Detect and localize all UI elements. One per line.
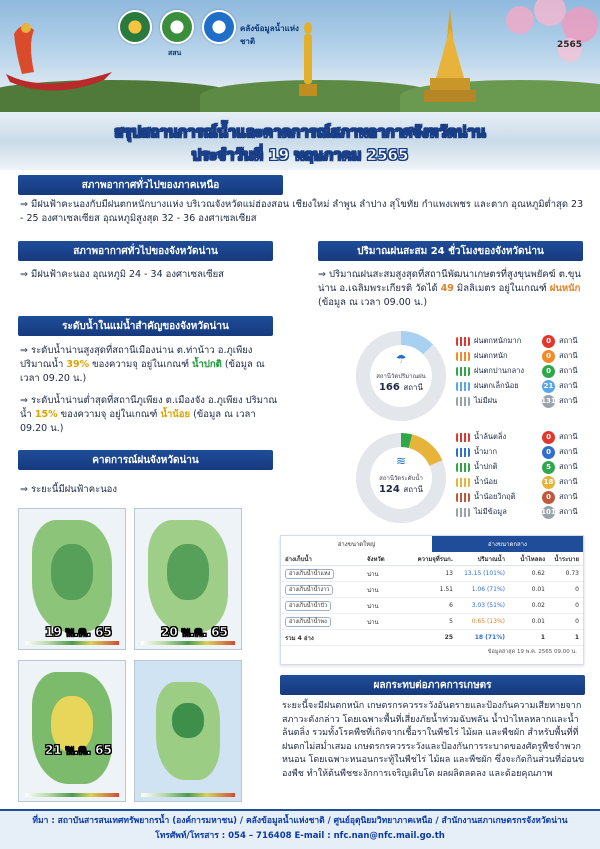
rain-forecast-heading: คาดการณ์ฝนจังหวัดน่าน <box>18 450 273 470</box>
legend-label: น้ำน้อยวิกฤติ <box>474 492 516 501</box>
river-item-2 <box>20 394 278 436</box>
dam-name-link[interactable]: อ่างเก็บน้ำน้ำพง <box>285 617 331 627</box>
province-cell: น่าน <box>367 586 379 594</box>
legend-unit: สถานี <box>559 507 578 516</box>
water-donut-unit: สถานี <box>403 485 424 494</box>
river-item-1-mid: ของความจุ อยู่ในเกณฑ์ <box>89 359 193 370</box>
rain-24h-text-pre: ⇒ ปริมาณฝนสะสมสูงสุดที่สถานีพัฒนาเกษตรที่สูงขุนพยัคฆ์ ต.ขุนน่าน อ.เฉลิมพระเกียรติ วัดได้ <box>318 269 581 294</box>
capacity-cell: 1.51 <box>439 586 453 593</box>
legend-item <box>456 460 596 474</box>
nan-weather-text: ⇒ มีฝนฟ้าคะนอง อุณหภูมิ 24 - 34 องศาเซลเซียส <box>20 269 224 280</box>
legend-unit: สถานี <box>559 447 578 456</box>
legend-swatch-icon <box>456 478 470 487</box>
table-row <box>281 582 583 598</box>
legend-item <box>456 430 596 444</box>
legend-item <box>456 379 596 393</box>
dam-name-cell <box>285 586 367 594</box>
river-item-1-post: (ข้อมูล ณ เวลา 09.20 น.) <box>20 359 265 384</box>
legend-label: น้ำมาก <box>474 447 498 456</box>
legend-count: 0 <box>542 335 555 348</box>
legend-label: น้ำปกติ <box>474 462 498 471</box>
rain-24h-level: ฝนหนัก <box>549 283 581 294</box>
legend-swatch-icon <box>456 382 470 391</box>
dam-table <box>280 535 584 665</box>
forecast-map-label: 19 พ.ค. 65 <box>45 625 112 639</box>
inflow-cell: 0.01 <box>531 586 545 593</box>
rain-donut-total <box>355 381 447 394</box>
map-scale <box>141 641 235 645</box>
page-date: ประจำวันที่ 19 พฤษภาคม 2565 <box>191 146 409 164</box>
legend-label: ไม่มีฝน <box>474 396 498 405</box>
col-capacity: ความจุที่รนก. <box>417 555 453 563</box>
brand-text: คลังข้อมูลน้ำแห่งชาติ <box>240 24 299 46</box>
rain-donut-value: 166 <box>378 382 400 393</box>
legend-label: น้ำล้นตลิ่ง <box>474 432 507 441</box>
rain-forecast-text: ⇒ ระยะนี้มีฝนฟ้าคะนอง <box>20 484 118 495</box>
legend-swatch-icon <box>456 433 470 442</box>
legend-swatch-icon <box>456 352 470 361</box>
forecast-map-label: 21 พ.ค. 65 <box>45 743 112 757</box>
tab-large-dams[interactable]: อ่างขนาดใหญ่ <box>281 536 432 552</box>
rain-24h-text-post: (ข้อมูล ณ เวลา 09.00 น.) <box>318 297 428 308</box>
rain-24h-heading: ปริมาณฝนสะสม 24 ชั่วโมงของจังหวัดน่าน <box>318 241 583 261</box>
legend-count: 21 <box>542 380 555 393</box>
river-item-2-text: ⇒ ระดับน้ำน่านต่ำสุดที่สถานีภูเพียง ต.เมืองจัง อ.ภูเพียง ปริมาณน้ำ <box>20 395 278 420</box>
river-item-1-text: ⇒ ระดับน้ำน่านสูงสุดที่สถานีเมืองน่าน ต.ท่าน้าว อ.ภูเพียง ปริมาณน้ำ <box>20 345 253 370</box>
legend-item <box>456 490 596 504</box>
river-item-2-pct: 15% <box>34 409 58 420</box>
rain-24h-value: 49 <box>440 283 454 294</box>
north-weather-heading: สภาพอากาศทั่วไปของภาคเหนือ <box>18 175 283 195</box>
rain-24h-text <box>318 268 586 310</box>
capacity-cell: 5 <box>449 618 453 625</box>
footer-contact: โทรศัพท์/โทรสาร : 054 – 716408 E-mail : nfc.nan@nfc.mail.go.th <box>155 831 445 841</box>
legend-label: ไม่มีข้อมูล <box>474 507 507 516</box>
outflow-cell: 0 <box>575 618 579 625</box>
forecast-map <box>18 508 126 650</box>
outflow-cell: 0.73 <box>565 570 579 577</box>
legend-unit: สถานี <box>559 381 578 390</box>
legend-item <box>456 334 596 348</box>
volume-cell: 13.15 (101%) <box>464 570 505 577</box>
rain-donut-slice <box>401 338 428 349</box>
legend-swatch-icon <box>456 508 470 517</box>
map-scale <box>25 641 119 645</box>
north-weather-text: ⇒ มีฝนฟ้าคะนองกับมีฝนตกหนักบางแห่ง บริเวณจังหวัดแม่ฮ่องสอน เชียงใหม่ ลำพูน ลำปาง สุโขทัย กำแพงเพชร และตาก อุณหภูมิต่ำสุด 23 - 25 องศาเซลเซียส อุณหภูมิสูงสุด 32 - 36 องศาเซลเซียส <box>20 199 584 224</box>
table-total-row <box>281 630 583 646</box>
logo-icon <box>118 10 152 44</box>
total-capacity: 25 <box>444 634 453 641</box>
legend-unit: สถานี <box>559 492 578 501</box>
dam-name-link[interactable]: อ่างเก็บน้ำน้ำแหง <box>285 569 334 579</box>
volume-cell: 1.06 (71%) <box>471 586 505 593</box>
river-item-2-level: น้ำน้อย <box>160 409 191 420</box>
inflow-cell: 0.62 <box>531 570 545 577</box>
blossom-icon <box>500 0 600 70</box>
nan-weather-heading: สภาพอากาศทั่วไปของจังหวัดน่าน <box>18 241 273 261</box>
river-item-2-mid: ของความจุ อยู่ในเกณฑ์ <box>57 409 161 420</box>
legend-count: 0 <box>542 431 555 444</box>
legend-item <box>456 394 596 408</box>
dam-name-cell <box>285 602 367 610</box>
logo-caption: สสน <box>168 49 182 57</box>
legend-unit: สถานี <box>559 366 578 375</box>
legend-count: 0 <box>542 365 555 378</box>
dam-name-link[interactable]: อ่างเก็บน้ำน้ำงาว <box>285 585 333 595</box>
river-item-1-pct: 39% <box>66 359 90 370</box>
legend-count: 131 <box>542 395 555 408</box>
agri-heading: ผลกระทบต่อภาคการเกษตร <box>280 675 585 695</box>
capacity-cell: 6 <box>449 602 453 609</box>
total-outflow: 1 <box>574 634 579 641</box>
province-cell: น่าน <box>367 618 379 626</box>
volume-cell: 0.65 (13%) <box>471 618 505 625</box>
water-donut-total <box>355 483 447 496</box>
legend-item <box>456 349 596 363</box>
tab-medium-dams[interactable]: อ่างขนาดกลาง <box>432 536 583 552</box>
legend-label: ฝนตกหนัก <box>474 351 508 360</box>
table-row <box>281 614 583 630</box>
water-donut-slice <box>401 440 411 441</box>
total-volume: 18 (71%) <box>474 634 505 641</box>
legend-unit: สถานี <box>559 351 578 360</box>
legend-count: 5 <box>542 461 555 474</box>
province-cell: น่าน <box>367 570 379 578</box>
legend-swatch-icon <box>456 448 470 457</box>
legend-count: 0 <box>542 491 555 504</box>
water-donut-value: 124 <box>378 484 400 495</box>
water-donut-label: สถานีวัดระดับน้ำ <box>379 475 423 482</box>
dam-name-cell <box>285 618 367 626</box>
col-province: จังหวัด <box>367 555 385 563</box>
table-row <box>281 566 583 582</box>
boat-icon <box>4 14 114 94</box>
inflow-cell: 0.02 <box>531 602 545 609</box>
river-item-2-post: (ข้อมูล ณ เวลา 09.20 น.) <box>20 409 256 434</box>
rain-cloud-icon: ☂ <box>395 352 407 366</box>
legend-swatch-icon <box>456 493 470 502</box>
table-updated: ข้อมูลล่าสุด 19 พ.ค. 2565 09.00 น. <box>487 649 577 655</box>
outflow-cell: 0 <box>575 586 579 593</box>
legend-unit: สถานี <box>559 432 578 441</box>
col-outflow: น้ำระบาย <box>554 555 579 563</box>
total-label: รวม 4 อ่าง <box>285 634 314 642</box>
river-heading: ระดับน้ำในแม่น้ำสำคัญของจังหวัดน่าน <box>18 316 273 336</box>
province-cell: น่าน <box>367 602 379 610</box>
legend-swatch-icon <box>456 397 470 406</box>
logo-icon <box>202 10 236 44</box>
page-title: สรุปสถานการณ์น้ำและคาดการณ์สภาพอากาศจังหวัดน่าน <box>114 123 486 141</box>
legend-swatch-icon <box>456 337 470 346</box>
legend-unit: สถานี <box>559 462 578 471</box>
forecast-map <box>18 660 126 802</box>
outflow-cell: 0 <box>575 602 579 609</box>
legend-swatch-icon <box>456 367 470 376</box>
agri-text: ระยะนี้จะมีฝนตกหนัก เกษตรกรควรระวังอันตรายและป้องกันความเสียหายจากสภาวะดังกล่าว โดยเฉพาะพื้นที่เสี่ยงภัยน้ำท่วมฉับพลัน น้ำป่าไหลหลากและน้ำล้นตลิ่ง รวมทั้งโรคพืชที่เกิดจากเชื้อราในพืชไร่ ไม้ผล และพืชผัก สำหรับพื้นที่ที่ฝนตกไม่สม่ำเสมอ เกษตรกรควรระวังและป้องกันการระบาดของศัตรูพืชจำพวกหนอน โดยเฉพาะหนอนกระทู้ในพืชไร่ ไม้ผล และพืชผัก ซึ่งจะกัดกินส่วนที่อ่อนของพืช ทำให้ต้นพืชชะงักการเจริญเติบโต ผลผลิตลดลง และด้อยคุณภาพ <box>282 701 585 779</box>
col-inflow: น้ำไหลลง <box>520 555 545 563</box>
forecast-map <box>134 508 242 650</box>
volume-cell: 3.03 (51%) <box>471 602 505 609</box>
legend-unit: สถานี <box>559 477 578 486</box>
rain-donut-unit: สถานี <box>403 383 424 392</box>
rain-donut-label: สถานีวัดปริมาณฝน <box>376 373 426 380</box>
table-header <box>281 552 583 566</box>
legend-unit: สถานี <box>559 396 578 405</box>
legend-count: 18 <box>542 476 555 489</box>
river-item-1-level: น้ำปกติ <box>192 359 222 370</box>
legend-item <box>456 505 596 519</box>
year-badge: 2565 <box>556 40 582 50</box>
legend-item <box>456 364 596 378</box>
capacity-cell: 13 <box>445 570 453 577</box>
legend-label: น้ำน้อย <box>474 477 498 486</box>
water-wave-icon: ≋ <box>395 454 407 468</box>
col-volume: ปริมาณน้ำ <box>477 555 505 563</box>
pagoda-icon <box>420 8 480 108</box>
table-row <box>281 598 583 614</box>
legend-swatch-icon <box>456 463 470 472</box>
total-inflow: 1 <box>540 634 545 641</box>
footer-source: ที่มา : สถาบันสารสนเทศทรัพยากรน้ำ (องค์การมหาชน) / คลังข้อมูลน้ำแห่งชาติ / ศูนย์อุตุนิยมวิทยาภาคเหนือ / สำนักงานสภาเกษตรกรจังหวัดน่าน <box>32 816 568 826</box>
legend-count: 0 <box>542 446 555 459</box>
header-banner <box>0 0 600 112</box>
rain-24h-text-mid: มิลลิเมตร อยู่ในเกณฑ์ <box>453 283 550 294</box>
legend-unit: สถานี <box>559 336 578 345</box>
map-scale <box>141 793 235 797</box>
logo-icon <box>160 10 194 44</box>
regional-map <box>134 660 242 802</box>
legend-label: ฝนตกหนักมาก <box>474 336 522 345</box>
dam-name-cell <box>285 570 367 578</box>
legend-item <box>456 475 596 489</box>
legend-label: ฝนตกเล็กน้อย <box>474 381 519 390</box>
inflow-cell: 0.01 <box>531 618 545 625</box>
legend-item <box>456 445 596 459</box>
legend-count: 101 <box>542 506 555 519</box>
map-land <box>51 544 93 600</box>
dam-name-link[interactable]: อ่างเก็บน้ำน้ำปัว <box>285 601 331 611</box>
legend-label: ฝนตกปานกลาง <box>474 366 525 375</box>
forecast-map-label: 20 พ.ค. 65 <box>161 625 228 639</box>
col-dam: อ่างเก็บน้ำ <box>285 555 312 563</box>
map-land <box>167 544 209 600</box>
map-scale <box>25 793 119 797</box>
river-item-1 <box>20 344 278 386</box>
legend-count: 0 <box>542 350 555 363</box>
map-land <box>172 703 204 738</box>
